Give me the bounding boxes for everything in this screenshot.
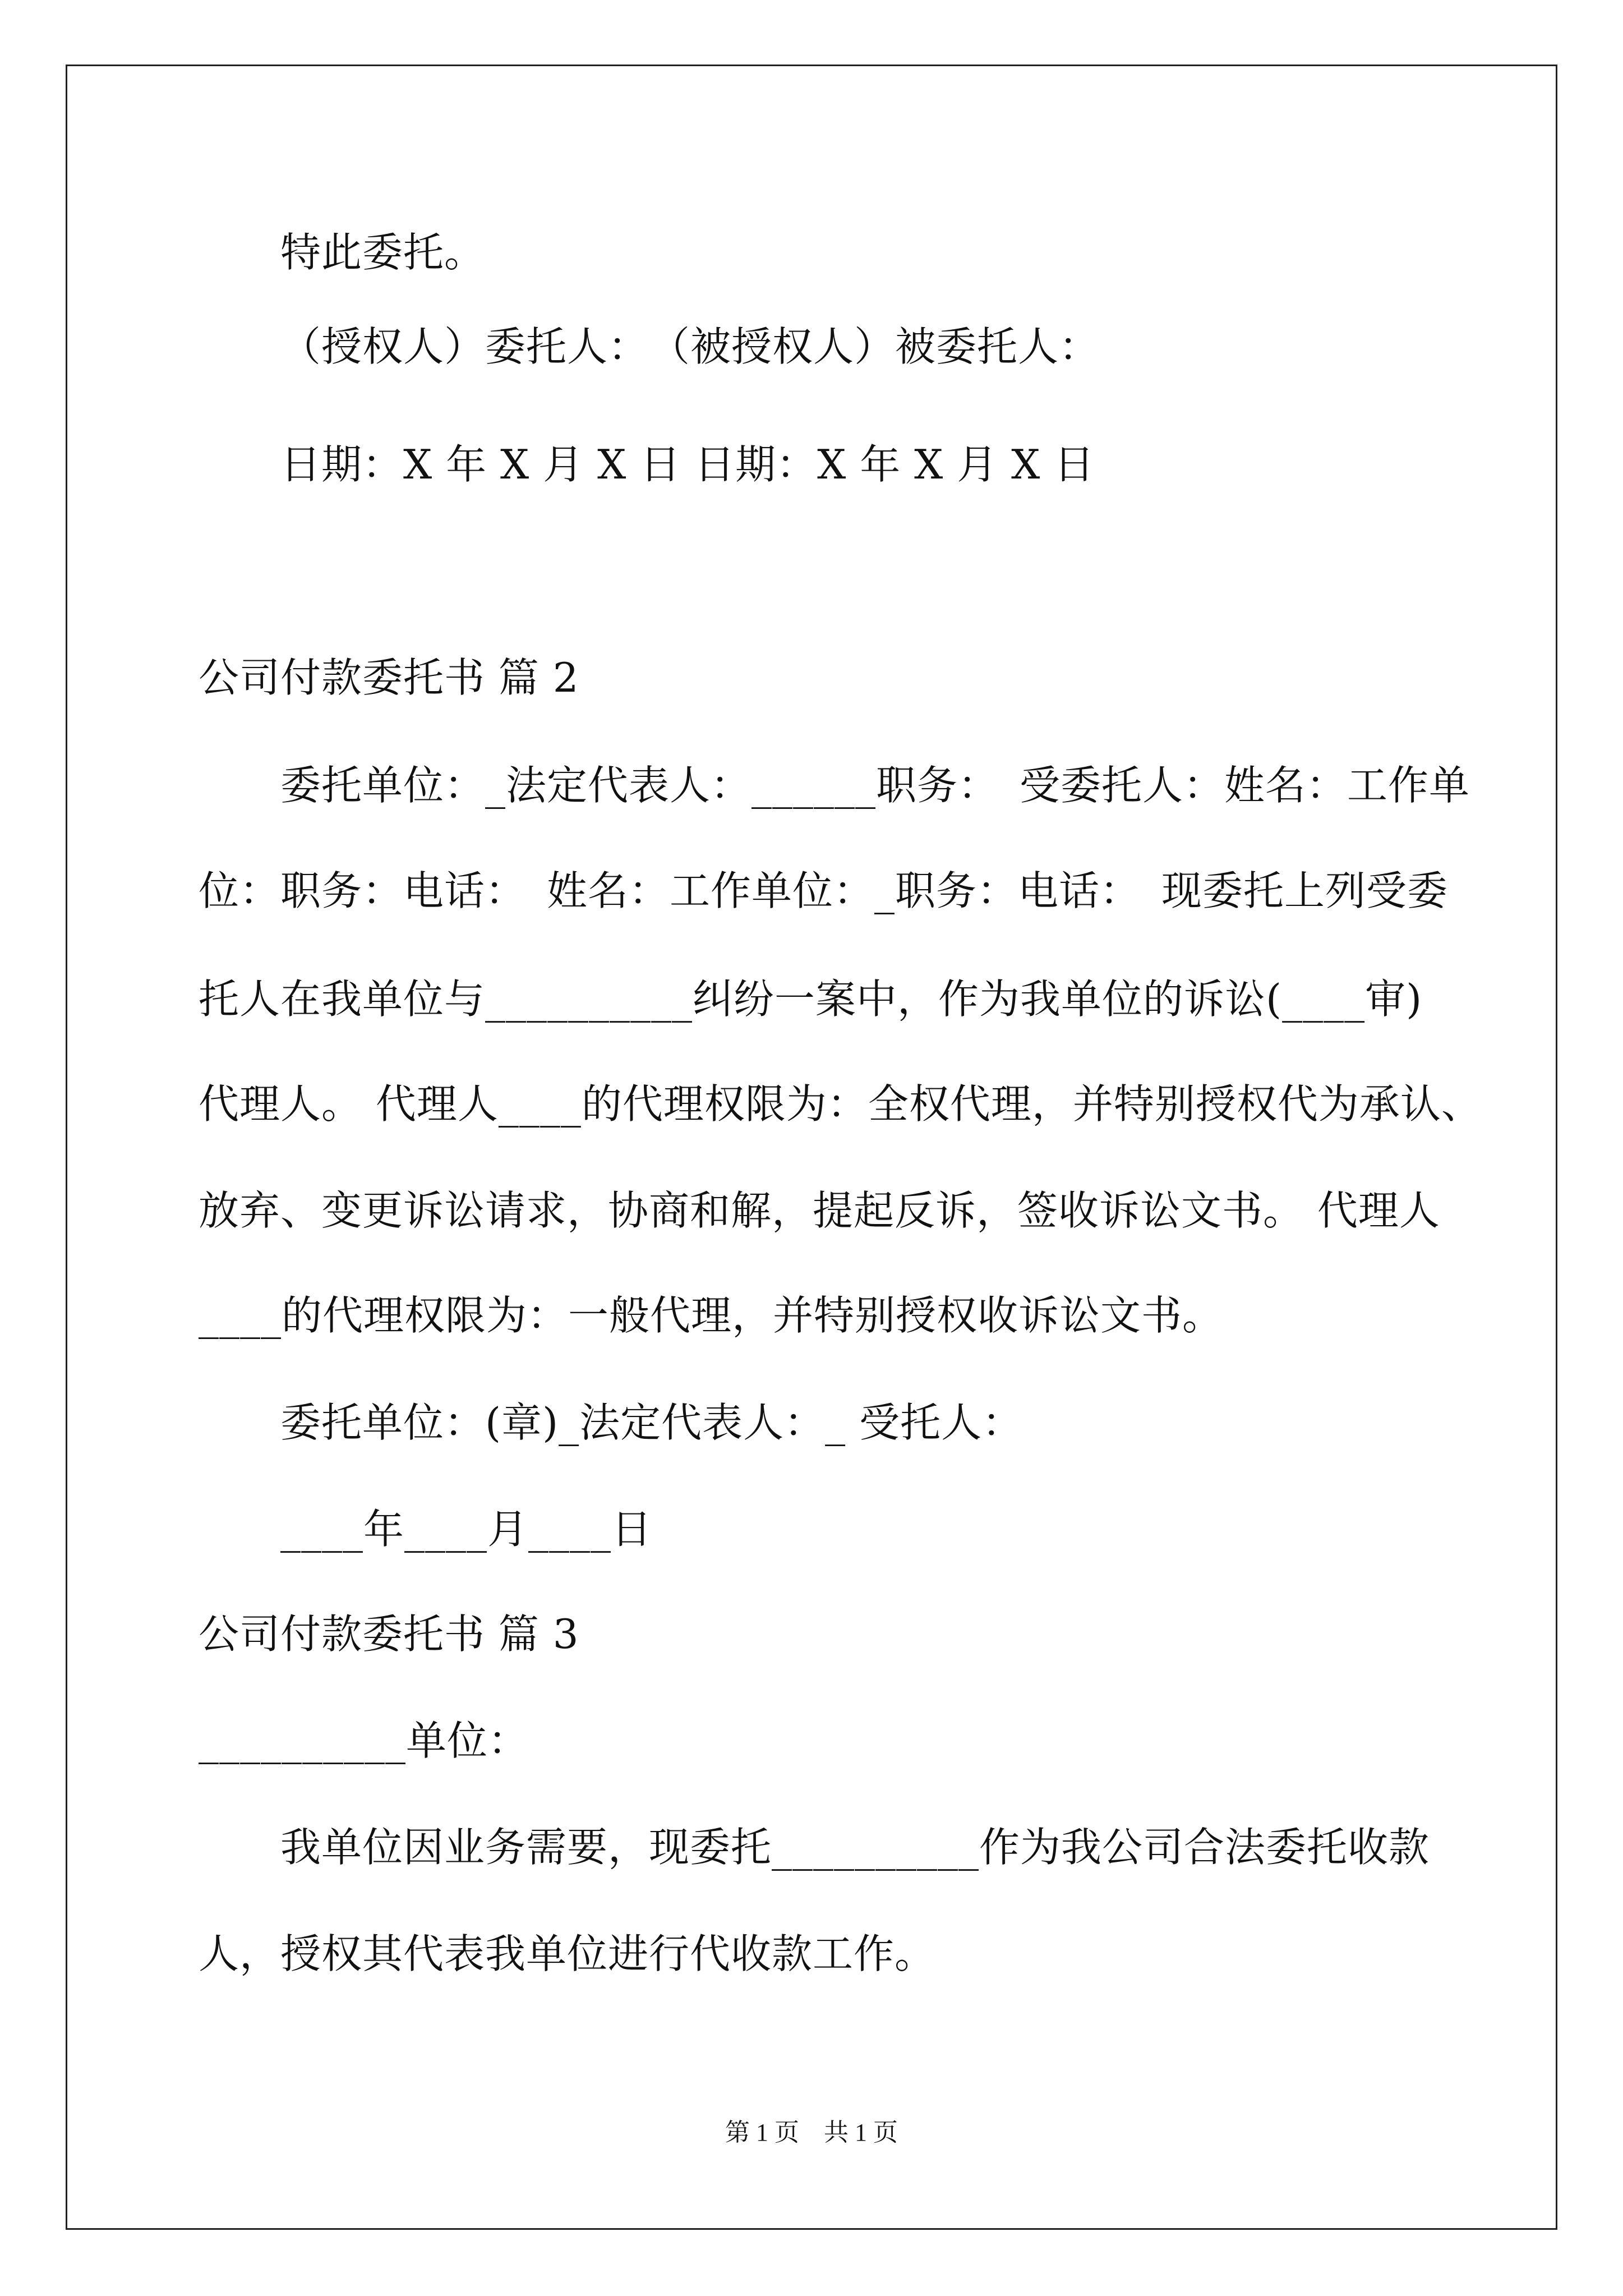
closing-statement: 特此委托。: [280, 229, 486, 276]
paragraph-line: 位：职务：电话： 姓名：工作单位：_职务：电话： 现委托上列受委: [199, 867, 1449, 914]
paragraph-line: 托人在我单位与__________纠纷一案中，作为我单位的诉讼(____审): [199, 976, 1423, 1023]
paragraph-line: 人，授权其代表我单位进行代收款工作。: [199, 1930, 936, 1977]
paragraph-line: 委托单位：_法定代表人：______职务： 受委托人：姓名：工作单: [280, 762, 1470, 809]
paragraph-line: 放弃、变更诉讼请求，协商和解，提起反诉，签收诉讼文书。 代理人: [199, 1187, 1440, 1234]
signatories-line: （授权人）委托人： （被授权人）被委托人：: [280, 323, 1100, 370]
section-heading-2: 公司付款委托书 篇 2: [199, 654, 579, 701]
page-border: [66, 65, 1557, 2230]
paragraph-line: 我单位因业务需要，现委托__________作为我公司合法委托收款: [280, 1824, 1430, 1871]
paragraph-line: ____的代理权限为：一般代理，并特别授权收诉讼文书。: [199, 1292, 1224, 1339]
date-blank-line: ____年____月____日: [280, 1506, 653, 1553]
dates-line: 日期：X 年 X 月 X 日 日期：X 年 X 月 X 日: [280, 441, 1095, 488]
addressee-line: __________单位：: [199, 1717, 529, 1764]
paragraph-line: 代理人。 代理人____的代理权限为：全权代理，并特别授权代为承认、: [199, 1080, 1482, 1128]
signature-line: 委托单位：(章)_法定代表人：_ 受托人：: [280, 1399, 1023, 1446]
page-number-footer: 第 1 页 共 1 页: [725, 2119, 898, 2146]
section-heading-3: 公司付款委托书 篇 3: [199, 1611, 579, 1658]
